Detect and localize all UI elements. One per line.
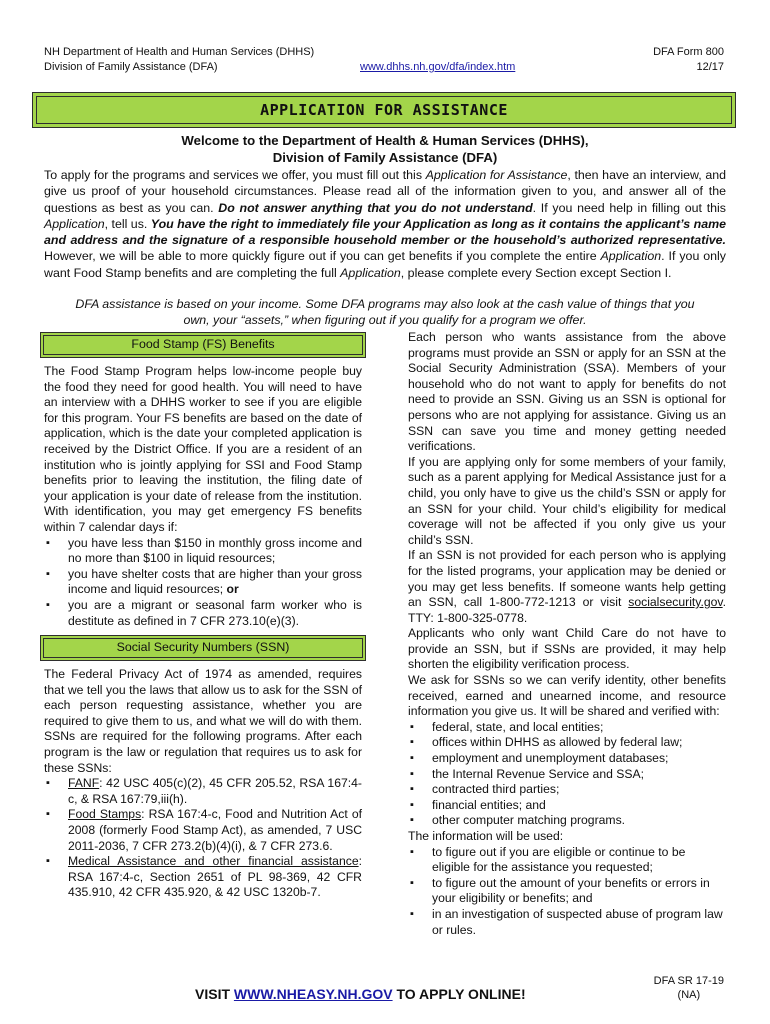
fs-section-heading: Food Stamp (FS) Benefits xyxy=(43,335,363,355)
list-item: ▪ contracted third parties; xyxy=(432,782,726,798)
welcome-heading xyxy=(44,132,726,166)
form-code-line1: DFA SR 17-19 xyxy=(653,975,724,987)
left-column xyxy=(44,332,362,901)
tty-text: . TTY: 1-800-325-0778. xyxy=(408,595,726,625)
visit-pre: VISIT xyxy=(195,986,234,1002)
intro-t4: Do not answer anything that you do not understand xyxy=(218,200,533,215)
shared-with-list xyxy=(408,720,726,829)
list-item-text: you have shelter costs that are higher than your gross income and liquid resources; xyxy=(68,566,362,597)
intro-t12: Application xyxy=(340,265,401,280)
intro-t7: , tell us. xyxy=(104,216,151,231)
header-form-info xyxy=(653,45,724,75)
fs-paragraph: The Food Stamp Program helps low-income people buy the food they need for good health. You will need to have an interview with a DHHS worker to see if you are eligible for this program. Your FS benefits are based on the date of application, which is the date your completed application is received by the District Office. If you are a resident of an institution who is jointly applying for SSI and Food Stamp benefits prior to leaving the institution, the filing date of your application is your date of release from the institution. With identification, you may get emergency FS benefits within 7 calendar days if: xyxy=(44,364,362,534)
ssn-paragraph: The Federal Privacy Act of 1974 as amended, requires that we tell you the laws that allow us to ask for the SSN of each person requesting assistance, whether you are required to give them to us, and what we will do with them. SSNs are required for the following programs. After each program is the law or regulation that requires us to ask for these SSNs: xyxy=(44,667,362,775)
dhhs-website-link[interactable]: www.dhhs.nh.gov/dfa/index.htm xyxy=(360,61,516,73)
intro-t1: To apply for the programs and services we offer, you must fill out this xyxy=(44,168,426,182)
list-item xyxy=(68,807,362,854)
welcome-line2: Division of Family Assistance (DFA) xyxy=(272,150,498,165)
list-item xyxy=(68,567,362,598)
or-word: or xyxy=(226,582,239,597)
intro-t8: You have the right to immediately file your Application as long as it contains the applicant’s name and address and the signature of a responsible household member or the household’s authorized representative. xyxy=(44,216,726,248)
apply-online-banner xyxy=(195,986,526,1002)
program-name: Medical Assistance and other financial assistance xyxy=(68,854,359,869)
intro-paragraph xyxy=(44,167,726,281)
fs-emergency-list xyxy=(44,536,362,630)
ssn-requirement-paragraph: Each person who wants assistance from the above programs must provide an SSN or apply for an SSN at the Social Security Administration (SSA). Members of your household who do not want to apply for benefits do not need to provide an SSN. Giving us an SSN is optional for persons who are not applying for assistance. Giving us an SSN can save you time and money getting needed verifications. xyxy=(408,330,726,454)
program-citation: : 42 USC 405(c)(2), 45 CFR 205.52, RSA 167:4-c, & RSA 167:79,iii(h). xyxy=(68,776,362,806)
ssn-section-heading-box xyxy=(40,635,366,661)
list-item: ▪ federal, state, and local entities; xyxy=(432,720,726,736)
intro-t5: . If you need help in filling out this xyxy=(532,200,726,215)
ssn-programs-list xyxy=(44,776,362,901)
header-org-line1: NH Department of Health and Human Services (DHHS) xyxy=(44,46,315,58)
right-column xyxy=(408,330,726,938)
child-care-paragraph: Applicants who only want Child Care do not have to provide an SSN, but if SSNs are provided, it may help shorten the eligibility verification process. xyxy=(408,626,726,672)
assets-note xyxy=(44,296,726,328)
ssn-not-provided-paragraph xyxy=(408,548,726,626)
list-item: ▪ the Internal Revenue Service and SSA; xyxy=(432,767,726,783)
intro-t3: , then have an interview, and give us proof of your household circumstances. Please read all of the information given to you, and answer all of the questions as best as you can. xyxy=(44,168,726,215)
list-item: ▪ other computer matching programs. xyxy=(432,813,726,829)
form-code-line2: (NA) xyxy=(677,989,701,1001)
list-item: ▪ to figure out the amount of your benefits or errors in your eligibility or benefits; and xyxy=(432,876,726,907)
list-item: ▪ in an investigation of suspected abuse of program law or rules. xyxy=(432,907,726,938)
visit-post: TO APPLY ONLINE! xyxy=(392,986,526,1002)
assets-note-line2: own, your “assets,” when figuring out if you qualify for a program we offer. xyxy=(183,313,587,327)
footer-form-code xyxy=(654,974,724,1002)
list-item xyxy=(68,776,362,807)
welcome-line1: Welcome to the Department of Health & Human Services (DHHS), xyxy=(181,133,589,148)
program-citation: : RSA 167:4-c, Section 2651 of PL 98-369, 42 CFR 435.910, 42 CFR 435.920, & 42 USC 1320b-7. xyxy=(68,854,362,900)
use-list xyxy=(408,845,726,939)
ssn-section-heading: Social Security Numbers (SSN) xyxy=(43,638,363,658)
nheasy-link[interactable]: WWW.NHEASY.NH.GOV xyxy=(233,986,393,1002)
use-intro: The information will be used: xyxy=(408,829,564,843)
assets-note-line1: DFA assistance is based on your income. Some DFA programs may also look at the cash value of things that you xyxy=(75,297,695,311)
list-item xyxy=(68,854,362,901)
header-org xyxy=(44,45,314,75)
title-banner xyxy=(32,92,736,128)
list-item: ▪ to figure out if you are eligible or continue to be eligible for the assistance you requested; xyxy=(432,845,726,876)
intro-t2: Application for Assistance xyxy=(425,168,568,182)
list-item: ▪ you are a migrant or seasonal farm worker who is destitute as defined in 7 CFR 273.10(e)(3). xyxy=(68,598,362,629)
fs-section-heading-box xyxy=(40,332,366,358)
verification-paragraph: We ask for SSNs so we can verify identity, other benefits received, earned and unearned income, and resource information you give us. It will be shared and verified with: xyxy=(408,673,726,719)
intro-t6: Application xyxy=(44,216,105,231)
family-members-paragraph: If you are applying only for some members of your family, such as a parent applying for Medical Assistance just for a child, you only have to give us the child’s SSN or apply for an SSN for your child. Your child’s eligibility for medical coverage will not be affected if you only give us your child’s SSN. xyxy=(408,454,726,547)
header-org-line2: Division of Family Assistance (DFA) xyxy=(44,61,218,73)
list-item: ▪ offices within DHHS as allowed by federal law; xyxy=(432,735,726,751)
list-item: ▪ financial entities; and xyxy=(432,798,726,814)
header-url xyxy=(360,60,515,75)
form-date: 12/17 xyxy=(696,61,724,73)
socialsecurity-link[interactable]: socialsecurity.gov xyxy=(628,595,723,610)
ssn-not-provided-text: If an SSN is not provided for each person who is applying for the listed programs, your application may be denied or you may get less benefits. If someone wants help getting an SSN, call 1-800-772-1213 or visit xyxy=(408,548,726,610)
list-item: ▪ you have less than $150 in monthly gross income and no more than $100 in liquid resources; xyxy=(68,536,362,567)
program-citation: : RSA 167:4-c, Food and Nutrition Act of 2008 (formerly Food Stamp Act), as amended, 7 USC 2011-2036, 7 CFR 273.2(b)(4)(i), & 7 CFR 273.6. xyxy=(68,807,363,853)
page-title: APPLICATION FOR ASSISTANCE xyxy=(36,96,732,124)
intro-t11: . If you only want Food Stamp benefits and are completing the full xyxy=(44,249,726,280)
intro-t13: , please complete every Section except Section I. xyxy=(400,265,672,280)
list-item: ▪ employment and unemployment databases; xyxy=(432,751,726,767)
form-number: DFA Form 800 xyxy=(653,46,724,58)
program-name: Food Stamps xyxy=(68,807,142,822)
intro-text xyxy=(44,167,726,281)
program-name: FANF xyxy=(68,776,100,791)
intro-t10: Application xyxy=(600,249,662,264)
intro-t9: However, we will be able to more quickly figure out if you can get benefits if you complete the entire xyxy=(44,249,601,264)
